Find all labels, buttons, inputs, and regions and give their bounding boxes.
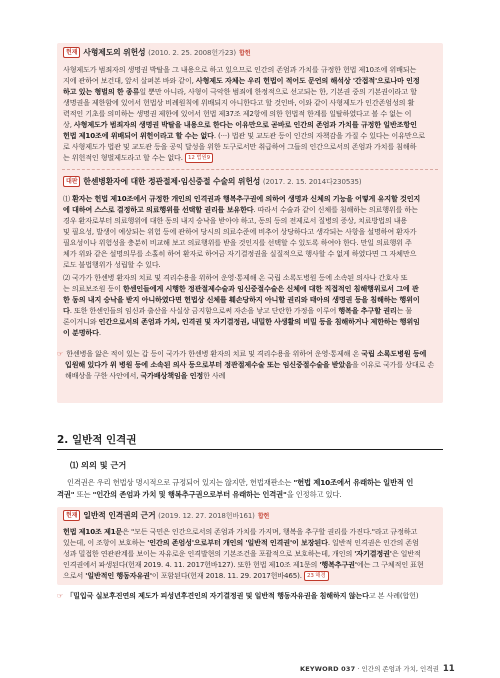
- text-line: 사형제도가 범죄자의 생명권 박탈을 그 내용으로 하고 있으므로 인간의 존엄과 가치를 규정한 헌법 제10조에 위배되는: [63, 65, 417, 74]
- court-tag: 대판: [63, 176, 80, 187]
- text-line: 으로서 '일반적인 행동자유권'이 포함된다(헌재 2018. 11. 29. 2017헌바465). 23 해경: [63, 570, 438, 581]
- text-line: ⑴ 환자는 헌법 제10조에서 규정한 개인의 인격권과 행복추구권에 의하여 생명과 신체의 기능을 어떻게 유지할 것인지: [63, 194, 421, 203]
- pointer-icon: ☞: [57, 349, 64, 358]
- text-line: 생명권을 제한함에 있어서 헌법상 비례원칙에 위배되지 아니한다고 할 것인바, 이와 같이 사형제도가 인간존엄성의 활: [63, 98, 415, 107]
- ruling-mark: 합헌: [257, 513, 270, 520]
- text-line: 는 의료보조원 등이 한센인들에게 시행한 정관절제수술과 임신중절수술은 신체에 대한 직접적인 침해행위로서 그에 관: [63, 284, 419, 293]
- case-title: 사형제도의 위헌성: [83, 48, 146, 57]
- text-line: 상, 사형제도가 범죄자의 생명권 박탈을 내용으로 한다는 이유만으로 곧바로 인간의 존엄과 가치를 규정한 일반조항인: [63, 120, 417, 129]
- text-line: 한 동의 내지 승낙을 받지 아니하였다면 헌법상 신체를 훼손당하지 아니할 권리와 태아의 생명권 등을 침해하는 행위이: [63, 295, 420, 304]
- note-line: ☞ 한센병을 앓은 적이 있는 갑 등이 국가가 한센병 환자의 치료 및 격리수용을 위하여 운영·통제해 온 국립 소록도병원 등에: [57, 349, 427, 358]
- divider: [62, 169, 438, 170]
- exam-hash-badge: 23 해경: [304, 571, 329, 581]
- text-line: 필요성이나 위험성을 충분히 비교해 보고 의료행위를 받을 것인지를 선택할 수 있도록 하여야 한다. 만일 의료행위 주: [63, 238, 412, 247]
- text-line: 인격권에서 파생된다(헌재 2019. 4. 11. 2017헌바127). 또한 헌법 제10조 제1문의 '행복추구권'에는 그 구체적인 표현: [63, 560, 424, 569]
- ruling-mark: 합헌: [239, 50, 251, 57]
- section-rule: [57, 449, 443, 450]
- text-line: 론이거니와 인간으로서의 존엄과 가치, 인격권 및 자기결정권, 내밀한 사생활의 비밀 등을 침해하거나 제한하는 행위임: [63, 317, 420, 326]
- text-line: 헌법 제10조 제1문은 "모든 국민은 인간으로서의 존엄과 가치를 가지며, 행복을 추구할 권리를 가진다."라고 규정하고: [63, 527, 418, 536]
- text-line: 력적인 기초를 의미하는 생명권 제한에 있어서 헌법 제37조 제2항에 의한 헌법적 한계를 일탈하였다고 볼 수 없는 이: [63, 109, 412, 118]
- court-tag: 헌재: [63, 510, 80, 521]
- text-line: 있는데, 이 조항이 보호하는 '인간의 존엄성'으로부터 개인의 '일반적 인격권'이 보장된다. 일반적 인격권은 인간의 존엄: [63, 538, 419, 547]
- text-line: 체가 위와 같은 설명의무를 소홀히 하여 환자로 하여금 자기결정권을 실질적으로 행사할 수 없게 하였다면 그 자체만으: [63, 249, 417, 258]
- case-heading: [63, 176, 437, 188]
- text-line: 는 위헌적인 형벌제도라고 할 수는 없다. 12 법원9: [63, 152, 438, 163]
- paragraph-line: 격권" 또는 "인간의 존엄과 가치 및 행복추구권으로부터 유래하는 인격권"을 인정하고 있다.: [57, 490, 342, 499]
- footer-subtitle: · 인간의 존엄과 가치, 인격권: [355, 665, 439, 673]
- case-citation: (2019. 12. 27. 2018헌바161): [158, 512, 255, 520]
- text-line: 다. 또한 한센인들의 임신과 출산을 사실상 금지함으로써 자손을 낳고 단란한 가정을 이루어 행복을 추구할 권리는 물: [63, 306, 413, 315]
- case-box-personality-right: [57, 507, 443, 585]
- text-line: 하고 있는 형벌의 한 종류일 뿐만 아니라, 사형이 극악한 범죄에 한정적으로 선고되는 한, 기본권 중의 기본권이라고 할: [63, 87, 417, 96]
- page-number: 11: [442, 664, 455, 674]
- text-line: 경우 환자로부터 의료행위에 대한 동의 내지 승낙을 받아야 하고, 동의 등의 전제로서 질병의 증상, 치료방법의 내용: [63, 216, 408, 225]
- case-citation: (2017. 2. 15. 2014다230535): [262, 178, 362, 186]
- text-line: 헌법 제10조에 위배되어 위헌이라고 할 수는 없다. (···) 법관 및 교도관 등이 인간의 자책감을 가질 수 있다는 이유만으로: [63, 131, 425, 140]
- court-tag: 헌재: [63, 47, 80, 58]
- text-line: ⑵ 국가가 한센병 환자의 치료 및 격리수용을 위하여 운영·통제해 온 국립 소록도병원 등에 소속된 의사나 간호사 또: [63, 273, 408, 282]
- case-heading: [63, 510, 437, 523]
- exam-hash-badge: 12 법원9: [185, 153, 213, 163]
- case-title: 일반적 인격권의 근거: [83, 511, 156, 520]
- text-line: 이 분명하다.: [63, 328, 101, 337]
- text-line: 로 사형제도가 법관 및 교도관 등을 공익 달성을 위한 도구로서만 취급하여 그들의 인간으로서의 존엄과 가치를 침해하: [63, 142, 417, 151]
- note-line: ☞ 「밀입국 실보후진연의 제도가 피성년후견인의 자기결정권 및 일반적 행동자유권을 침해하지 않는다고 본 사례(합헌): [57, 591, 419, 600]
- note-line: 해배상을 구한 사안에서, 국가배상책임을 인정한 사례: [65, 371, 226, 380]
- page-footer: [300, 664, 455, 674]
- case-citation: (2010. 2. 25. 2008헌가23): [148, 49, 237, 57]
- pointer-icon: ☞: [57, 591, 64, 600]
- note-line: 입원해 있다가 위 병원 등에 소속된 의사 등으로부터 정관절제수술 또는 임신중절수술을 받았음을 이유로 국가를 상대로 손: [65, 360, 435, 369]
- text-line: 지에 관하여 보건대, 앞서 살펴본 바와 같이, 사형제도 자체는 우리 헌법이 적어도 문언의 해석상 '간접적'으로나마 인정: [63, 76, 420, 85]
- footer-keyword: KEYWORD 037: [300, 665, 356, 673]
- text-line: 로도 불법행위가 성립할 수 있다.: [63, 260, 161, 269]
- case-title: 한센병환자에 대한 정관절제·임신중절 수술의 위헌성: [83, 177, 261, 186]
- subsection-title: ⑴ 의의 및 근거: [70, 460, 127, 470]
- text-line: 성과 밀접한 연관관계를 보이는 자유로운 인격발현의 기본조건을 포괄적으로 보호하는데, 개인의 '자기결정권'은 일반적: [63, 549, 421, 558]
- text-line: 에 대하여 스스로 결정하고 의료행위를 선택할 권리를 보유한다. 따라서 수술과 같이 신체를 침해하는 의료행위를 하는: [63, 205, 418, 214]
- paragraph-line: 인격권은 우리 헌법상 명시적으로 규정되어 있지는 않지만, 헌법재판소는 "헌법 제10조에서 유래하는 일반적 인: [67, 478, 414, 487]
- case-heading: [63, 47, 437, 60]
- text-line: 및 필요성, 발생이 예상되는 위험 등에 관하여 당시의 의료수준에 비추어 상당하다고 생각되는 사항을 설명하여 환자가: [63, 227, 417, 236]
- section-title: 2. 일반적 인격권: [57, 434, 137, 446]
